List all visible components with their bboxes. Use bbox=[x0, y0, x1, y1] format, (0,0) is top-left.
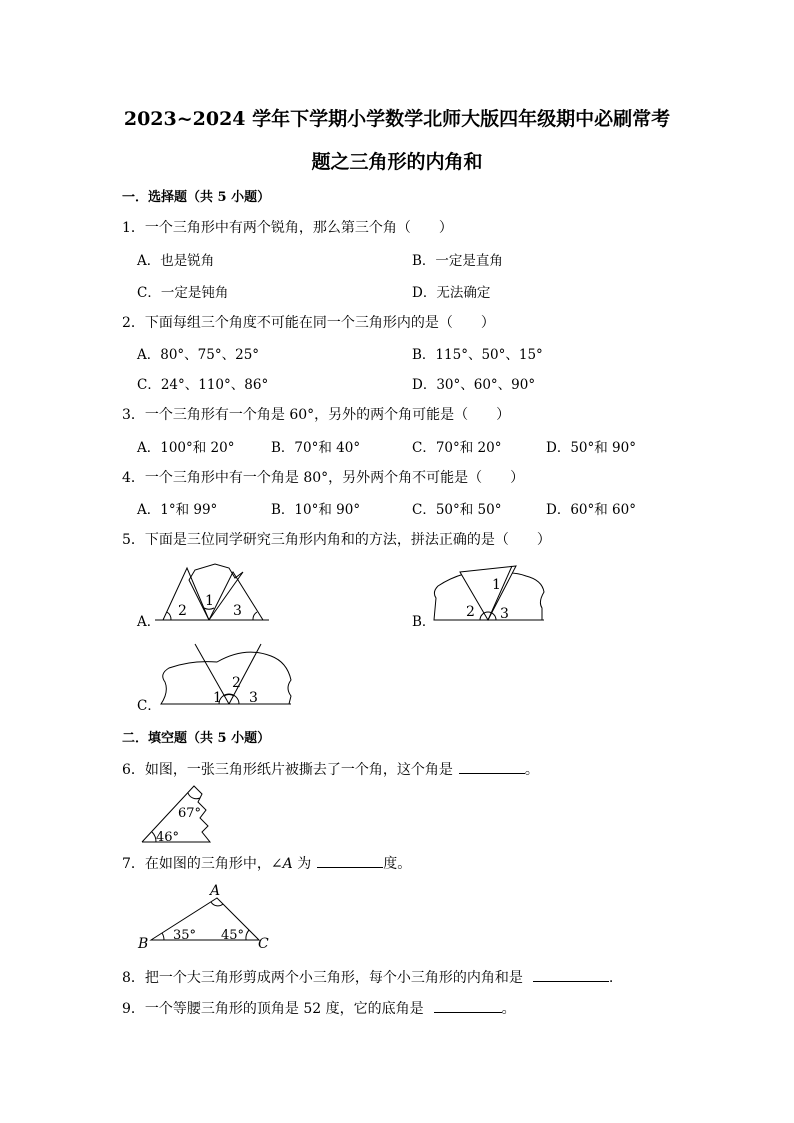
q9-answer-blank[interactable] bbox=[434, 998, 502, 1013]
q7-angle-b: 35° bbox=[173, 928, 197, 943]
q5-fig-b-label-3: 3 bbox=[500, 606, 509, 622]
q7-vertex-a: A bbox=[210, 883, 221, 899]
q4-option-d: D．60°和 60° bbox=[546, 502, 636, 518]
question-7-end: 度。 bbox=[383, 856, 412, 872]
question-5: 5．下面是三位同学研究三角形内角和的方法，拼法正确的是（ ） bbox=[122, 532, 551, 548]
question-9-text: 9．一个等腰三角形的顶角是 52 度，它的底角是 bbox=[122, 1001, 424, 1017]
section-heading-choice: 一．选择题（共 5 小题） bbox=[122, 190, 271, 205]
question-1: 1．一个三角形中有两个锐角，那么第三个角（ ） bbox=[122, 220, 453, 236]
q7-angle-c: 45° bbox=[221, 928, 245, 943]
q4-option-a: A．1°和 99° bbox=[137, 502, 218, 518]
q5-fig-b-label-2: 2 bbox=[466, 604, 475, 620]
question-7-text-mid: 为 bbox=[292, 856, 312, 872]
q7-figure bbox=[135, 882, 275, 952]
q6-angle-67: 67° bbox=[178, 806, 202, 821]
q7-vertex-c: C bbox=[258, 936, 269, 952]
q5-fig-c-label-1: 1 bbox=[213, 690, 222, 706]
q2-option-d: D．30°、60°、90° bbox=[412, 377, 536, 393]
question-3: 3．一个三角形有一个角是 60°，另外的两个角可能是（ ） bbox=[122, 407, 511, 423]
q7-angle-a-symbol: ∠A bbox=[270, 856, 293, 872]
question-6-end: 。 bbox=[524, 762, 539, 778]
q6-answer-blank[interactable] bbox=[459, 759, 525, 774]
q5-option-c: C． bbox=[137, 698, 161, 714]
q3-option-b: B．70°和 40° bbox=[271, 440, 361, 456]
question-9-end: 。 bbox=[501, 1001, 516, 1017]
question-6 bbox=[122, 759, 539, 779]
page-title-line1: 2023~2024 学年下学期小学数学北师大版四年级期中必刷常考 bbox=[123, 108, 671, 130]
q8-answer-blank[interactable] bbox=[533, 967, 609, 982]
q5-option-b: B． bbox=[412, 614, 436, 630]
q2-option-c: C．24°、110°、86° bbox=[137, 377, 269, 393]
q1-option-a: A．也是锐角 bbox=[137, 253, 215, 269]
q5-fig-a-label-3: 3 bbox=[233, 603, 242, 619]
q4-option-c: C．50°和 50° bbox=[412, 502, 502, 518]
q7-answer-blank[interactable] bbox=[317, 853, 383, 868]
q5-fig-b-label-1: 1 bbox=[492, 577, 501, 593]
question-8 bbox=[122, 967, 613, 987]
page-title-line2: 题之三角形的内角和 bbox=[311, 151, 483, 173]
question-8-end: . bbox=[608, 970, 614, 986]
q5-fig-a-label-1: 1 bbox=[205, 593, 214, 609]
q5-fig-c-label-2: 2 bbox=[232, 675, 241, 691]
q5-figure-c bbox=[155, 640, 300, 708]
question-6-text: 6．如图，一张三角形纸片被撕去了一个角，这个角是 bbox=[122, 762, 453, 778]
q5-figure-b bbox=[430, 562, 550, 624]
q5-fig-a-label-2: 2 bbox=[178, 603, 187, 619]
q1-option-c: C．一定是钝角 bbox=[137, 285, 229, 301]
q5-fig-c-label-3: 3 bbox=[249, 690, 258, 706]
question-8-text: 8．把一个大三角形剪成两个小三角形，每个小三角形的内角和是 bbox=[122, 970, 523, 986]
q4-option-b: B．10°和 90° bbox=[271, 502, 361, 518]
q3-option-d: D．50°和 90° bbox=[546, 440, 636, 456]
question-4: 4．一个三角形中有一个角是 80°，另外两个角不可能是（ ） bbox=[122, 470, 525, 486]
q7-vertex-b: B bbox=[138, 936, 149, 952]
q3-option-c: C．70°和 20° bbox=[412, 440, 502, 456]
q1-option-d: D．无法确定 bbox=[412, 285, 491, 301]
q6-figure bbox=[138, 780, 214, 846]
q1-option-b: B．一定是直角 bbox=[412, 253, 503, 269]
q5-figure-a bbox=[155, 560, 275, 624]
q3-option-a: A．100°和 20° bbox=[137, 440, 235, 456]
q2-option-b: B．115°、50°、15° bbox=[412, 347, 543, 363]
q2-option-a: A．80°、75°、25° bbox=[137, 347, 260, 363]
question-9 bbox=[122, 998, 516, 1018]
q5-option-a: A． bbox=[137, 614, 161, 630]
question-7 bbox=[122, 853, 411, 873]
q6-angle-46: 46° bbox=[156, 830, 180, 845]
section-heading-fill: 二．填空题（共 5 小题） bbox=[122, 731, 271, 746]
question-2: 2．下面每组三个角度不可能在同一个三角形内的是（ ） bbox=[122, 315, 495, 331]
question-7-text: 7．在如图的三角形中， bbox=[122, 856, 271, 872]
